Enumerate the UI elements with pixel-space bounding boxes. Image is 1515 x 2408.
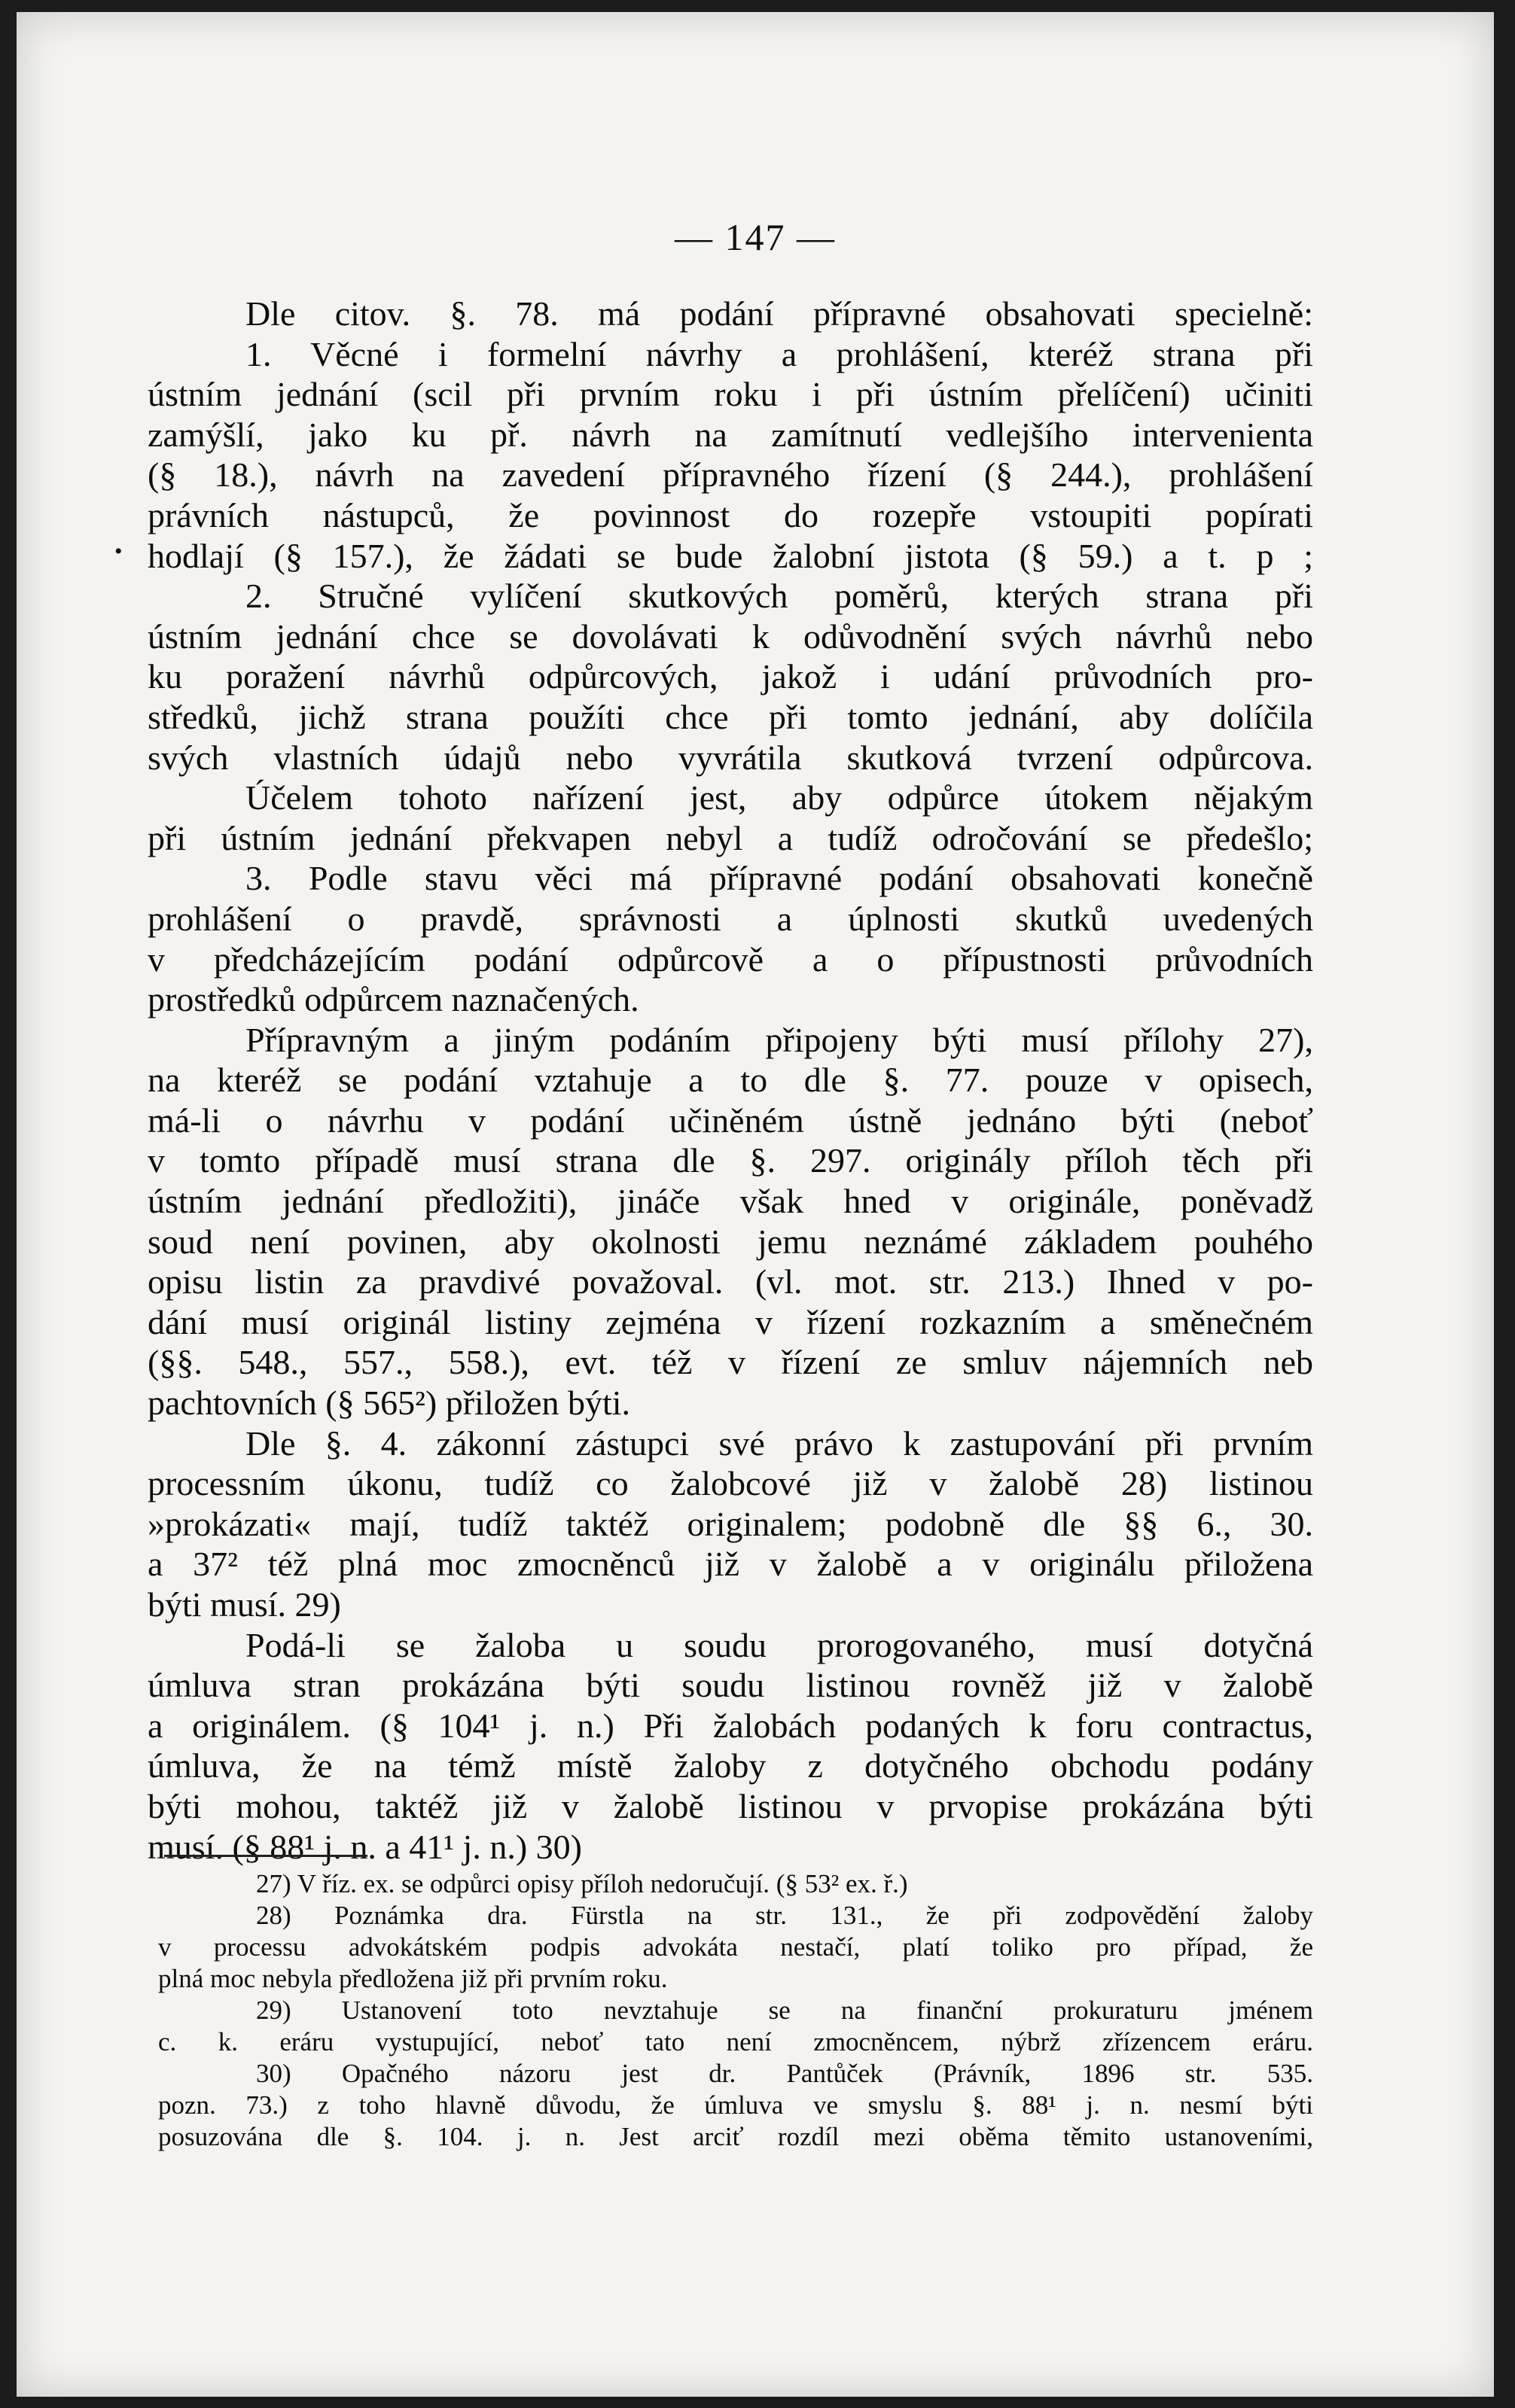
footnote-line: posuzována dle §. 104. j. n. Jest arciť rozdíl mezi oběma těmito ustanoveními, (158, 2122, 1313, 2151)
text-line: Dle §. 4. zákonní zástupci své právo k zastupování při prvním (245, 1423, 1313, 1463)
text-line: má-li o návrhu v podání učiněném ústně jednáno býti (neboť (148, 1100, 1313, 1140)
text-line: hodlají (§ 157.), že žádati se bude žalobní jistota (§ 59.) a t. p ; (148, 536, 1313, 575)
footnote-line: plná moc nebyla předložena již při prvním roku. (158, 1964, 668, 1993)
text-line: pachtovních (§ 565²) přiložen býti. (148, 1384, 631, 1423)
footnote-line: 28) Poznámka dra. Fürstla na str. 131., že při zodpovědění žaloby (256, 1901, 1313, 1930)
text-line: (§§. 548., 557., 558.), evt. též v řízení ze smluv nájemních neb (148, 1343, 1313, 1382)
text-line: středků, jichž strana použíti chce při tomto jednání, aby dolíčila (148, 697, 1313, 736)
text-line: 3. Podle stavu věci má přípravné podání obsahovati konečně (245, 859, 1313, 898)
text-line: ústním jednání (scil při prvním roku i při ústním přelíčení) učiniti (148, 375, 1313, 414)
text-line: 2. Stručné vylíčení skutkových poměrů, kterých strana při (245, 577, 1313, 616)
footnote-line: 27) V říz. ex. se odpůrci opisy příloh nedoručují. (§ 53² ex. ř.) (256, 1869, 908, 1898)
footnote-line: v processu advokátském podpis advokáta nestačí, platí toliko pro případ, že (158, 1932, 1313, 1962)
text-line: zamýšlí, jako ku př. návrh na zamítnutí vedlejšího intervenienta (148, 415, 1313, 454)
body-text (148, 294, 1313, 1867)
text-line: na kteréž se podání vztahuje a to dle §. 77. pouze v opisech, (148, 1061, 1313, 1100)
footnote-line: 29) Ustanovení toto nevztahuje se na finanční prokuraturu jménem (256, 1996, 1313, 2025)
footnotes (158, 1868, 1313, 2153)
text-line: právních nástupců, že povinnost do rozepře vstoupiti popírati (148, 495, 1313, 534)
text-line: musí. (§ 88¹ j. n. a 41¹ j. n.) 30) (148, 1827, 582, 1866)
footnote-line: pozn. 73.) z toho hlavně důvodu, že úmluva ve smyslu §. 88¹ j. n. nesmí býti (158, 2090, 1313, 2120)
text-line: v předcházejícím podání odpůrcově a o přípustnosti průvodních (148, 939, 1313, 979)
text-line: prostředků odpůrcem naznačených. (148, 980, 639, 1019)
text-line: soud není povinen, aby okolnosti jemu neznámé základem pouhého (148, 1222, 1313, 1261)
text-line: »prokázati« mají, tudíž taktéž originalem; podobně dle §§ 6., 30. (148, 1504, 1313, 1543)
text-line: a 37² též plná moc zmocněnců již v žalobě a v originálu přiložena (148, 1545, 1313, 1584)
text-line: ústním jednání chce se dovolávati k odůvodnění svých návrhů nebo (148, 616, 1313, 656)
text-line: opisu listin za pravdivé považoval. (vl. mot. str. 213.) Ihned v po- (148, 1262, 1313, 1301)
footnote-divider (164, 1855, 367, 1857)
text-line: ústním jednání předložiti), jináče však hned v originále, poněvadž (148, 1182, 1313, 1221)
text-line: býti mohou, taktéž již v žalobě listinou v prvopise prokázána býti (148, 1786, 1313, 1825)
text-line: v tomto případě musí strana dle §. 297. originály příloh těch při (148, 1141, 1313, 1180)
text-line: a originálem. (§ 104¹ j. n.) Při žalobách podaných k foru contractus, (148, 1706, 1313, 1745)
page-number: — 147 — (675, 216, 836, 258)
text-line: při ústním jednání překvapen nebyl a tudíž odročování se předešlo; (148, 818, 1313, 857)
text-line: (§ 18.), návrh na zavedení přípravného řízení (§ 244.), prohlášení (148, 455, 1313, 495)
footnote-line: 30) Opačného názoru jest dr. Pantůček (Právník, 1896 str. 535. (256, 2059, 1313, 2088)
footnote-line: c. k. eráru vystupující, neboť tato není zmocněncem, nýbrž zřízencem eráru. (158, 2027, 1313, 2056)
text-line: úmluva, že na témž místě žaloby z dotyčného obchodu podány (148, 1746, 1313, 1785)
text-line: processním úkonu, tudíž co žalobcové již v žalobě 28) listinou (148, 1464, 1313, 1503)
text-line: Účelem tohoto nařízení jest, aby odpůrce útokem nějakým (245, 778, 1313, 817)
text-line: Podá-li se žaloba u soudu prorogovaného, musí dotyčná (245, 1625, 1313, 1664)
margin-mark: • (114, 539, 123, 564)
text-line: Přípravným a jiným podáním připojeny býti musí přílohy 27), (245, 1020, 1313, 1059)
text-line: 1. Věcné i formelní návrhy a prohlášení, kteréž strana při (245, 334, 1313, 373)
text-line: prohlášení o pravdě, správnosti a úplnosti skutků uvedených (148, 899, 1313, 938)
text-line: býti musí. 29) (148, 1585, 341, 1624)
text-line: svých vlastních údajů nebo vyvrátila skutková tvrzení odpůrcova. (148, 738, 1313, 777)
text-line: Dle citov. §. 78. má podání přípravné obsahovati specielně: (245, 294, 1313, 333)
text-line: ku poražení návrhů odpůrcových, jakož i udání průvodních pro- (148, 657, 1313, 696)
text-line: úmluva stran prokázána býti soudu listinou rovněž již v žalobě (148, 1666, 1313, 1705)
text-line: dání musí originál listiny zejména v řízení rozkazním a směnečném (148, 1302, 1313, 1341)
